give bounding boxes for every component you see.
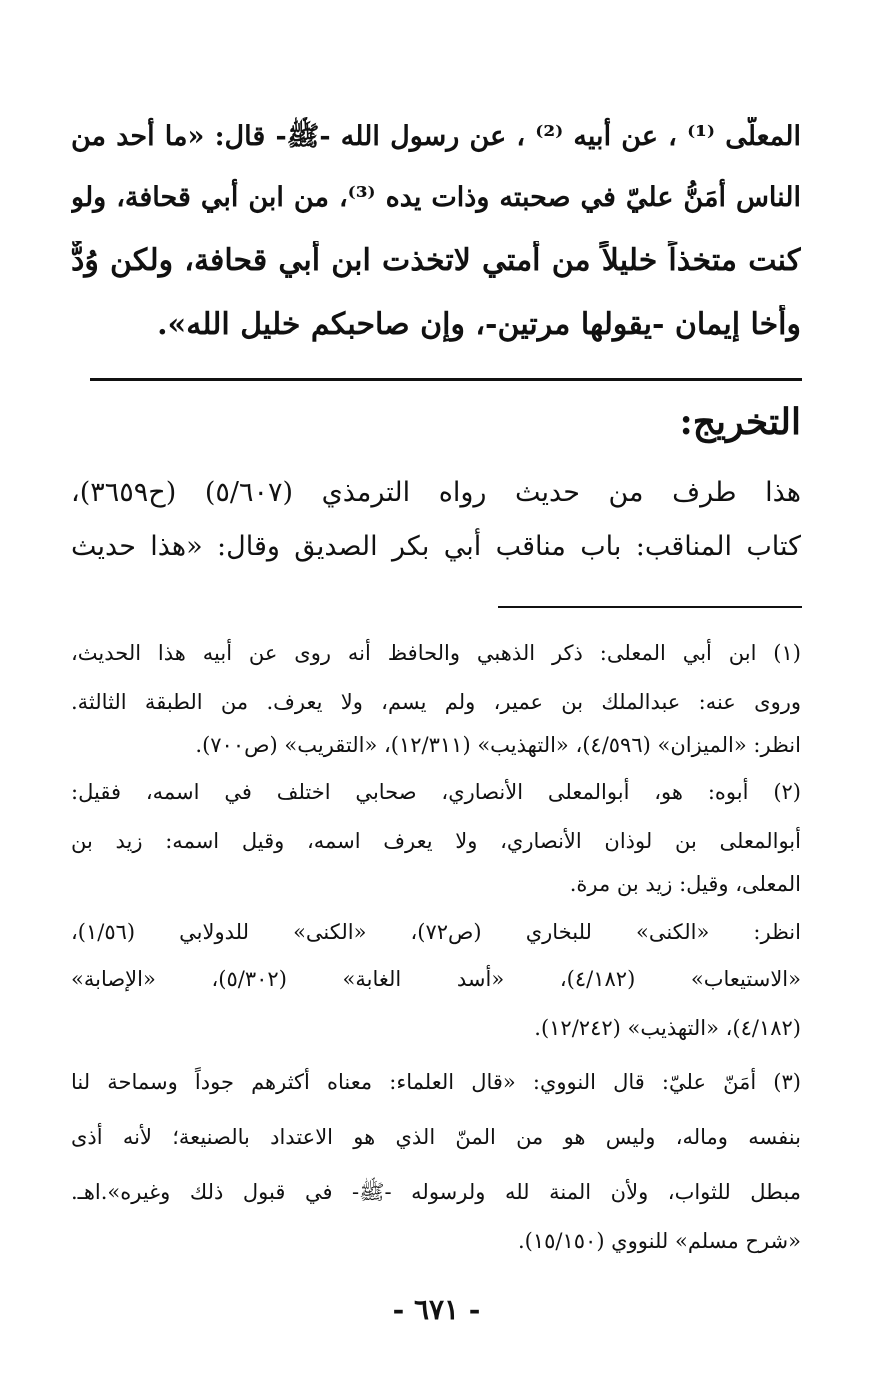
takhrij-line-1: هذا طرف من حديث رواه الترمذي (٥/٦٠٧) (ح٣٦٥٩)، — [71, 477, 801, 508]
footnote-divider — [498, 606, 802, 608]
footnote-line: أبوالمعلى بن لوذان الأنصاري، ولا يعرف اسمه، وقيل اسمه: زيد بن — [71, 829, 801, 853]
footnote-line: (٣) أمَنّ عليّ: قال النووي: «قال العلماء: معناه أكثرهم جوداً وسماحة لنا — [71, 1070, 801, 1094]
footnote-line: (١) ابن أبي المعلى: ذكر الذهبي والحافظ أنه روى عن أبيه هذا الحديث، — [71, 641, 801, 665]
page-number: - ٦٧١ - — [392, 1293, 481, 1326]
footnote-line: انظر: «الكنى» للبخاري (ص٧٢)، «الكنى» للدولابي (١/٥٦)، — [71, 920, 801, 944]
hadith-line-3: كنت متخذاً خليلاً من أمتي لاتخذت ابن أبي قحافة، ولكن وُدٌّ — [71, 243, 801, 278]
footnote-line: انظر: «الميزان» (٤/٥٩٦)، «التهذيب» (١٢/٣١١)، «التقريب» (ص٧٠٠). — [195, 733, 801, 757]
footnote-line: وروى عنه: عبدالملك بن عمير، ولم يسم، ولا يعرف. من الطبقة الثالثة. — [71, 690, 801, 714]
footnote-line: (٢) أبوه: هو، أبوالمعلى الأنصاري، صحابي اختلف في اسمه، فقيل: — [71, 780, 801, 804]
hadith-line-4: وأخا إيمان -يقولها مرتين-، وإن صاحبكم خليل الله». — [157, 307, 801, 342]
footnote-line: المعلى، وقيل: زيد بن مرة. — [569, 872, 801, 896]
footnote-line: «شرح مسلم» للنووي (١٥/١٥٠). — [517, 1229, 801, 1253]
takhrij-line-2: كتاب المناقب: باب مناقب أبي بكر الصديق وقال: «هذا حديث — [71, 531, 801, 562]
hadith-line-2: الناس أمَنُّ عليّ في صحبته وذات يده ⁽³⁾، من ابن أبي قحافة، ولو — [71, 182, 801, 213]
footnote-line: مبطل للثواب، ولأن المنة لله ولرسوله -ﷺ- في قبول ذلك وغيره».اهـ. — [71, 1180, 801, 1204]
footnote-line: «الاستيعاب» (٤/١٨٢)، «أسد الغابة» (٥/٣٠٢)، «الإصابة» — [71, 967, 801, 991]
footnote-line: بنفسه وماله، وليس هو من المنّ الذي هو الاعتداد بالصنيعة؛ لأنه أذى — [71, 1125, 801, 1149]
footnote-line: (٤/١٨٢)، «التهذيب» (١٢/٢٤٢). — [534, 1016, 801, 1040]
hadith-line-1: المعلّى ⁽¹⁾ ، عن أبيه ⁽²⁾ ، عن رسول الله -ﷺ- قال: «ما أحد من — [71, 121, 801, 152]
takhrij-heading: التخريج: — [679, 401, 801, 443]
section-divider — [90, 378, 802, 381]
